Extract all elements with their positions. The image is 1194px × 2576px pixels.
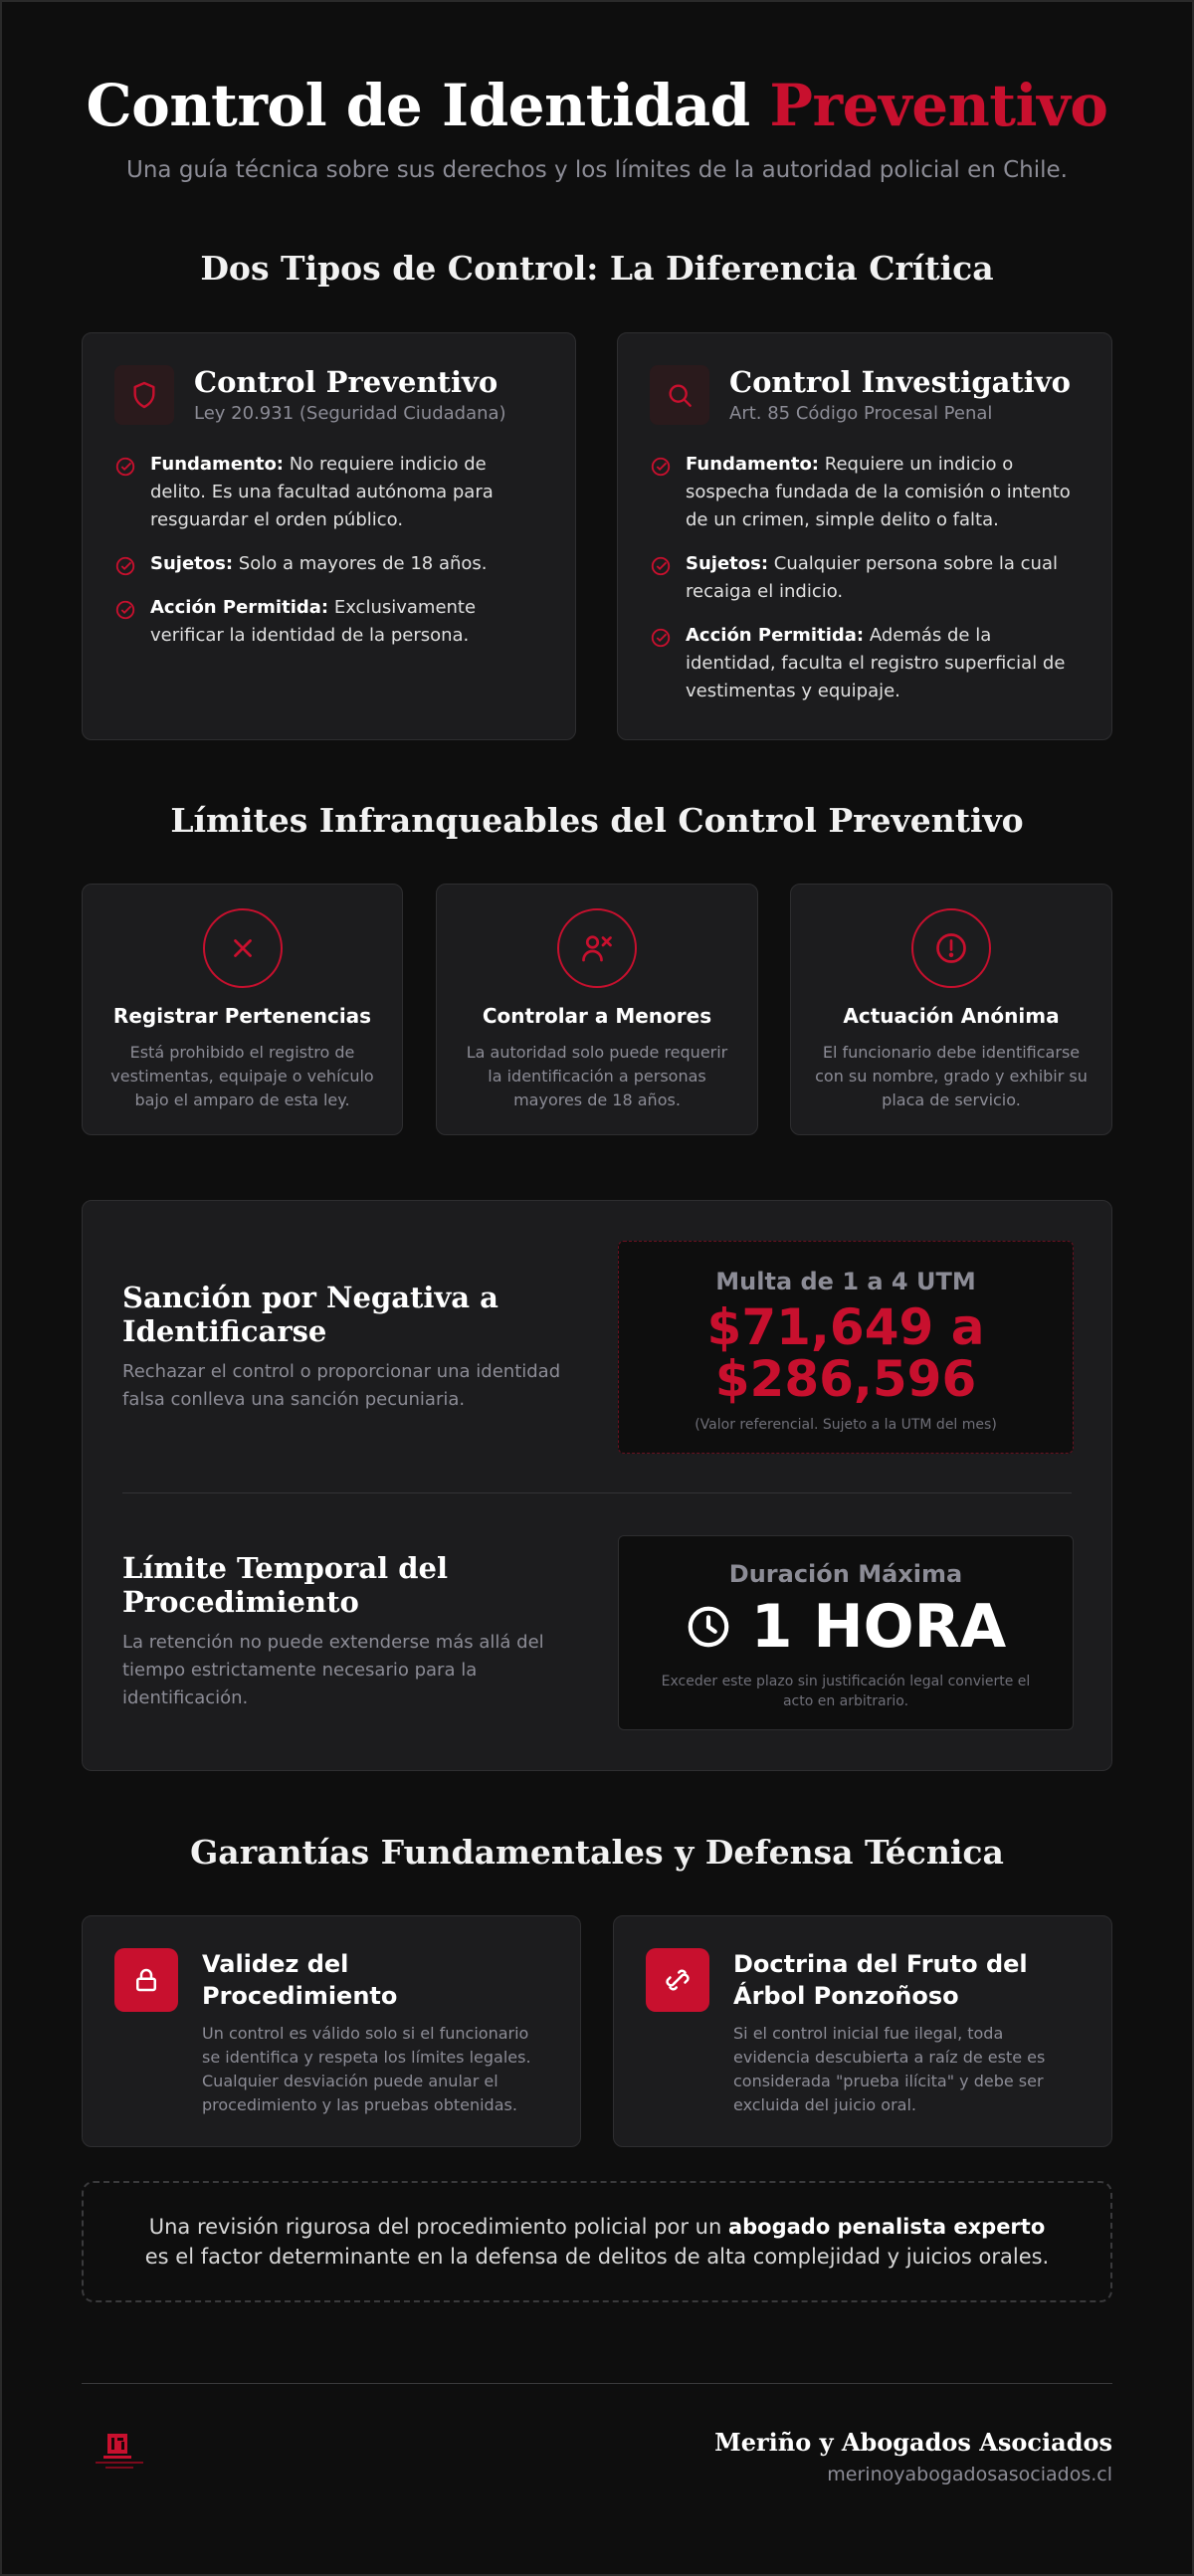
card-control-preventivo xyxy=(82,332,576,740)
item-text: Cualquier persona sobre la cual recaiga el indicio. xyxy=(686,553,1058,602)
shield-icon xyxy=(114,365,174,425)
card-desc: Está prohibido el registro de vestimentas, equipaje o vehículo bajo el amparo de esta ley. xyxy=(110,1043,374,1109)
card-title: Validez del Procedimiento xyxy=(202,1950,398,2010)
fine-desc: Rechazar el control o proporcionar una identidad falsa conlleva una sanción pecuniaria. xyxy=(122,1361,561,1410)
card-control-investigativo xyxy=(617,332,1112,740)
check-circle-icon xyxy=(114,599,136,621)
cta-text-bold: abogado penalista experto xyxy=(727,2215,1046,2239)
time-value: 1 HORA xyxy=(750,1592,1007,1662)
firm-name: Meriño y Abogados Asociados xyxy=(714,2428,1112,2457)
list-item xyxy=(114,451,543,534)
cta-text-before: Una revisión rigurosa del procedimiento policial por un xyxy=(148,2215,722,2239)
item-label: Acción Permitida: xyxy=(150,597,329,618)
card-limit-menores xyxy=(436,884,758,1135)
card-title: Control Preventivo xyxy=(194,365,498,399)
fine-title: Sanción por Negativa a Identificarse xyxy=(122,1281,498,1348)
time-title: Límite Temporal del Procedimiento xyxy=(122,1551,448,1619)
list-item xyxy=(650,622,1080,705)
section-title-types: Dos Tipos de Control: La Diferencia Crítica xyxy=(200,249,994,288)
section-title-guarantees: Garantías Fundamentales y Defensa Técnica xyxy=(190,1833,1004,1872)
card-limit-pertenencias xyxy=(82,884,403,1135)
card-fruto-arbol xyxy=(613,1915,1112,2147)
card-desc: La autoridad solo puede requerir la identificación a personas mayores de 18 años. xyxy=(466,1043,728,1109)
page-subtitle: Una guía técnica sobre sus derechos y los límites de la autoridad policial en Chile. xyxy=(126,157,1068,183)
item-label: Acción Permitida: xyxy=(686,625,865,646)
card-desc: Un control es válido solo si el funcionario se identifica y respeta los límites legales. Cualquier desviación puede anular el procedimiento y las pruebas obtenidas. xyxy=(202,2024,531,2114)
card-limit-anonima xyxy=(790,884,1112,1135)
section-title-limits: Límites Infranqueables del Control Preventivo xyxy=(170,801,1024,840)
card-subtitle: Ley 20.931 (Seguridad Ciudadana) xyxy=(194,403,506,424)
card-title: Doctrina del Fruto del Árbol Ponzoñoso xyxy=(733,1950,1028,2010)
item-label: Fundamento: xyxy=(150,454,285,475)
time-label: Duración Máxima xyxy=(728,1560,963,1588)
cta-text-after: es el factor determinante en la defensa de delitos de alta complejidad y juicios orales. xyxy=(144,2245,1050,2269)
item-label: Sujetos: xyxy=(686,553,769,574)
fine-box xyxy=(618,1241,1074,1454)
cta-box xyxy=(82,2181,1112,2302)
time-note: Exceder este plazo sin justificación legal convierte el acto en arbitrario. xyxy=(661,1674,1031,1709)
website-link[interactable]: merinoyabogadosasociados.cl xyxy=(827,2464,1112,2485)
clock-icon xyxy=(686,1604,731,1650)
title-main: Control de Identidad xyxy=(86,72,750,139)
card-title: Actuación Anónima xyxy=(843,1004,1060,1028)
card-title: Registrar Pertenencias xyxy=(112,1004,372,1028)
fine-amount-line2: $286,596 xyxy=(714,1350,977,1408)
card-desc: El funcionario debe identificarse con su nombre, grado y exhibir su placa de servicio. xyxy=(815,1043,1088,1109)
item-label: Fundamento: xyxy=(686,454,820,475)
card-title: Control Investigativo xyxy=(729,365,1072,399)
user-x-icon xyxy=(557,908,637,988)
item-text: Requiere un indicio o sospecha fundada de la comisión o intento de un crimen, simple delito o falta. xyxy=(686,454,1071,530)
fine-amount xyxy=(619,1298,1073,1408)
fine-amount-line1: $71,649 a xyxy=(706,1298,985,1356)
card-desc: Si el control inicial fue ilegal, toda evidencia descubierta a raíz de este es considerada "prueba ilícita" y debe ser excluida del juicio oral. xyxy=(733,2024,1046,2114)
alert-circle-icon xyxy=(911,908,991,988)
item-label: Sujetos: xyxy=(150,553,234,574)
item-text: Exclusivamente verificar la identidad de la persona. xyxy=(150,597,477,646)
card-validez xyxy=(82,1915,581,2147)
lock-icon xyxy=(114,1948,178,2012)
fine-label: Multa de 1 a 4 UTM xyxy=(715,1268,976,1295)
divider xyxy=(122,1492,1072,1493)
footer-divider xyxy=(82,2383,1112,2384)
list-item xyxy=(650,451,1080,534)
check-circle-icon xyxy=(114,456,136,478)
check-circle-icon xyxy=(650,456,672,478)
card-title: Controlar a Menores xyxy=(482,1004,712,1028)
x-icon xyxy=(203,908,283,988)
check-circle-icon xyxy=(114,555,136,577)
cta-text xyxy=(143,2212,1051,2272)
item-text: Además de la identidad, faculta el registro superficial de vestimentas y equipaje. xyxy=(686,625,1066,701)
firm-logo[interactable] xyxy=(92,2428,147,2479)
item-text: Solo a mayores de 18 años. xyxy=(238,553,488,574)
list-item xyxy=(114,550,543,578)
broken-link-icon xyxy=(646,1948,709,2012)
fine-note: (Valor referencial. Sujeto a la UTM del mes) xyxy=(695,1417,997,1433)
title-accent: Preventivo xyxy=(769,72,1108,139)
page-title xyxy=(0,72,1194,139)
list-item xyxy=(650,550,1080,606)
check-circle-icon xyxy=(650,555,672,577)
sanctions-panel xyxy=(82,1200,1112,1771)
time-box xyxy=(618,1535,1074,1730)
time-desc: La retención no puede extenderse más allá del tiempo estrictamente necesario para la identificación. xyxy=(122,1632,544,1708)
item-text: No requiere indicio de delito. Es una facultad autónoma para resguardar el orden público. xyxy=(150,454,494,530)
list-item xyxy=(114,594,543,650)
card-subtitle: Art. 85 Código Procesal Penal xyxy=(729,403,993,424)
search-icon xyxy=(650,365,709,425)
check-circle-icon xyxy=(650,627,672,649)
